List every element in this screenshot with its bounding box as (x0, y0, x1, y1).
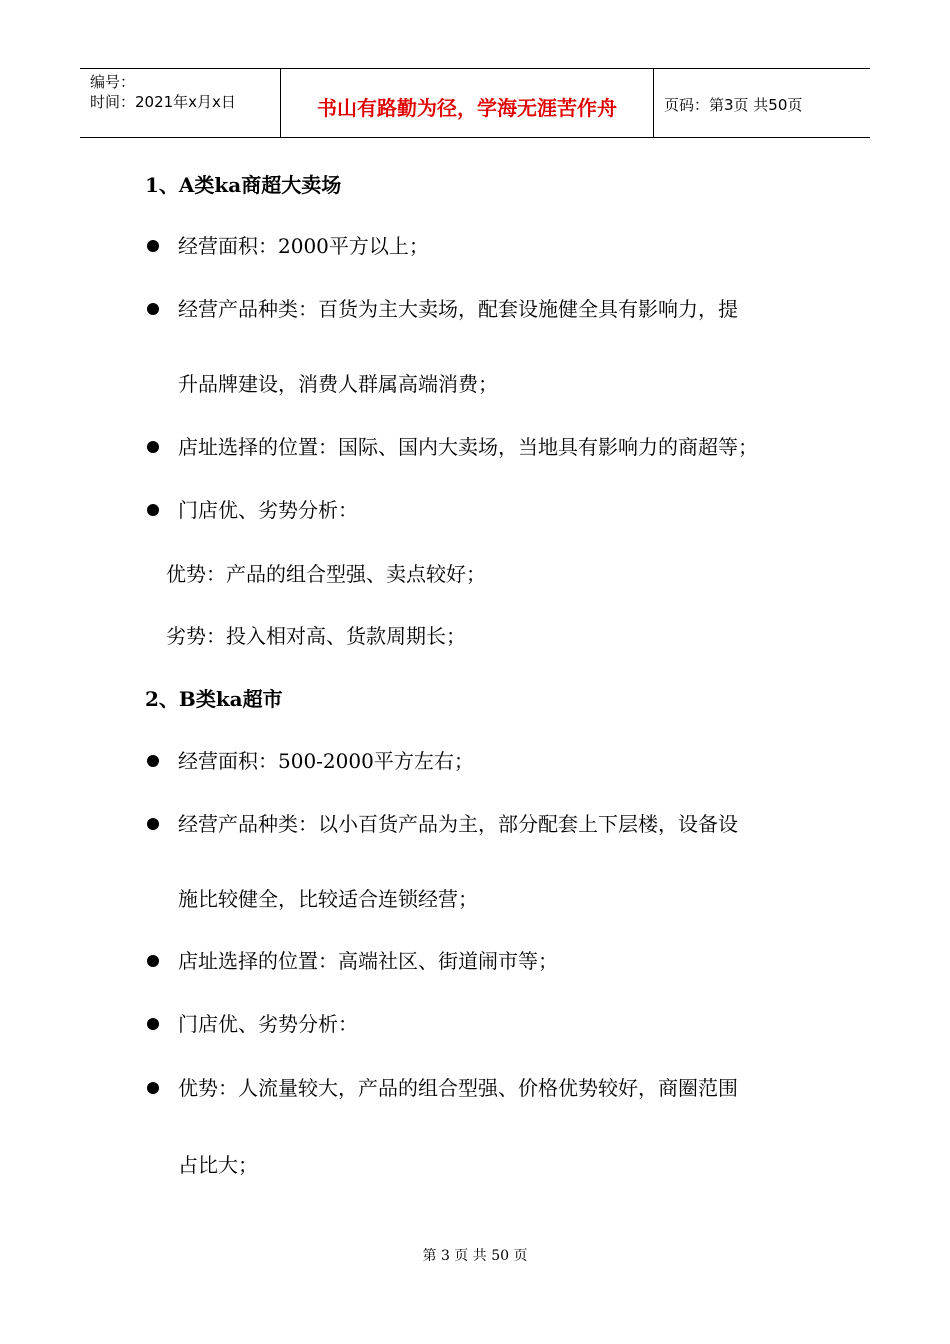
disadvantage-text: 劣势：投入相对高、货款周期长； (166, 624, 466, 648)
list-item: 店址选择的位置：国际、国内大卖场，当地具有影响力的商超等； (178, 435, 758, 459)
list-item: 店址选择的位置：高端社区、街道闹市等； (178, 949, 558, 973)
bullet-icon (147, 1082, 159, 1094)
bullet-icon (147, 818, 159, 830)
list-item: 经营面积：500-2000平方左右； (178, 749, 474, 773)
bullet-icon (147, 240, 159, 252)
page-footer: 第 3 页 共 50 页 (422, 1248, 528, 1264)
list-item: 经营产品种类：百货为主大卖场，配套设施健全具有影响力，提 (178, 297, 738, 321)
bullet-icon (147, 755, 159, 767)
list-item-continuation: 升品牌建设，消费人群属高端消费； (178, 372, 498, 396)
list-item: 经营面积：2000平方以上； (178, 234, 429, 258)
list-item: 门店优、劣势分析： (178, 1012, 358, 1036)
section-heading: 1、A类ka商超大卖场 (145, 173, 342, 197)
bullet-icon (147, 504, 159, 516)
list-item-continuation: 占比大； (178, 1153, 258, 1177)
bullet-icon (147, 1018, 159, 1030)
section-heading: 2、B类ka超市 (145, 687, 283, 711)
document-number-label: 编号： (90, 73, 136, 91)
bullet-icon (147, 441, 159, 453)
bullet-icon (147, 955, 159, 967)
list-item: 门店优、劣势分析： (178, 498, 358, 522)
list-item: 经营产品种类：以小百货产品为主，部分配套上下层楼，设备设 (178, 812, 738, 836)
header-motto: 书山有路勤为径，学海无涯苦作舟 (317, 96, 617, 120)
list-item-continuation: 施比较健全，比较适合连锁经营； (178, 887, 478, 911)
bullet-icon (147, 303, 159, 315)
advantage-text: 优势：产品的组合型强、卖点较好； (166, 562, 486, 586)
header-page-code: 页码：第3页 共50页 (664, 96, 803, 114)
document-date-label: 时间：2021年x月x日 (90, 93, 236, 111)
list-item: 优势：人流量较大，产品的组合型强、价格优势较好，商圈范围 (178, 1076, 738, 1100)
